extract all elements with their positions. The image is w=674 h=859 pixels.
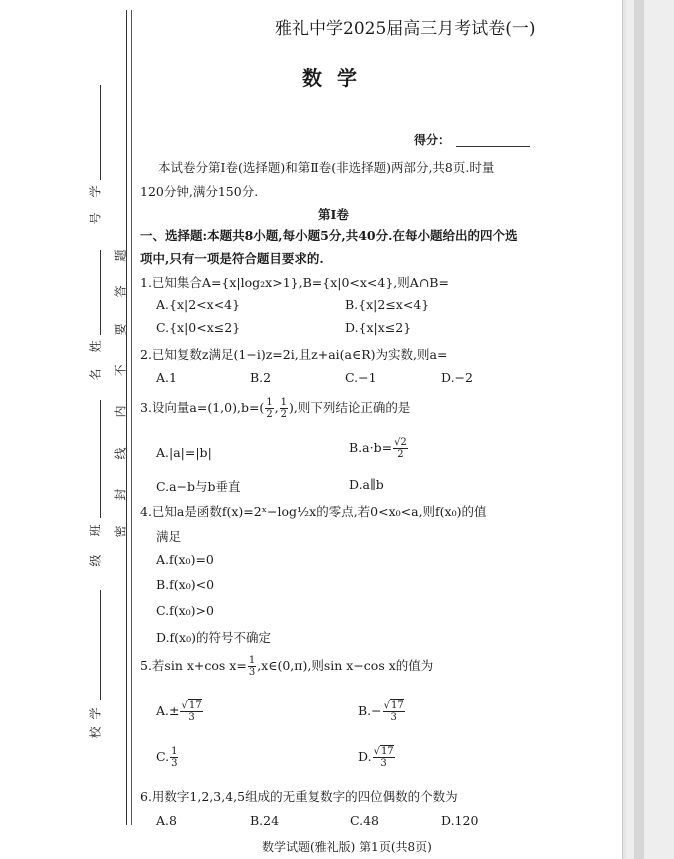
class-blank (100, 400, 101, 518)
section-line-2: 项中,只有一项是符合题目要求的. (140, 251, 324, 266)
q3-option-b-num: √2 (394, 437, 407, 448)
q3-option-d: D.a∥b (349, 477, 384, 492)
q1-option-b: B.{x|2≤x<4} (345, 297, 430, 312)
seal-char-8: 密 (113, 525, 128, 538)
q5-option-c-den: 3 (171, 758, 178, 769)
q5-stem-post: ,x∈(0,π),则sin x−cos x的值为 (257, 658, 434, 673)
intro-line-1: 本试卷分第Ⅰ卷(选择题)和第Ⅱ卷(非选择题)两部分,共8页.时量 (158, 160, 495, 175)
q5-option-a-radicand: 17 (188, 700, 202, 711)
q5-option-d-radicand: 17 (380, 746, 394, 757)
score-label: 得分： (414, 133, 451, 147)
student-id-blank (100, 85, 101, 180)
q3-frac-2 (280, 397, 288, 420)
q4-stem: 4.已知a是函数f(x)=2ˣ−log½x的零点,若0<x₀<a,则f(x₀)的值 (140, 504, 487, 519)
q5-option-a-frac (180, 700, 202, 723)
q2-option-a: A.1 (156, 370, 177, 385)
scrollbar-thumb[interactable] (634, 0, 644, 859)
q5-option-d (358, 746, 396, 769)
q6-option-d: D.120 (441, 813, 479, 828)
volume-title: 第Ⅰ卷 (318, 207, 349, 222)
q5-option-d-pre: D. (358, 749, 372, 764)
q3-frac-1 (265, 397, 273, 420)
q5-option-a (156, 700, 204, 723)
q3-option-b-frac (393, 437, 408, 460)
subject-title: 数 学 (302, 66, 361, 90)
q1-stem: 1.已知集合A={x|log₂x>1},B={x|0<x<4},则A∩B= (140, 275, 449, 290)
q5-option-c-frac (170, 746, 178, 769)
seal-char-6: 线 (113, 447, 128, 460)
q5-option-b (358, 700, 406, 723)
q3-frac-2-den: 2 (280, 409, 288, 420)
q5-option-d-num: √17 (373, 746, 394, 757)
q5-option-c-pre: C. (156, 749, 170, 764)
q6-option-a: A.8 (156, 813, 177, 828)
q2-stem: 2.已知复数z满足(1−i)z=2i,且z+ai(a∈R)为实数,则a= (140, 347, 448, 362)
seal-char-3: 要 (113, 323, 128, 336)
q5-option-b-frac (383, 700, 405, 723)
student-id-label-char2: 号 (88, 212, 103, 225)
q5-stem-pre: 5.若sin x+cos x= (140, 658, 247, 673)
class-label-char2: 级 (88, 554, 103, 567)
seal-char-1: 题 (113, 249, 128, 262)
q5-stem (140, 655, 433, 678)
school-label-char2: 校 (88, 726, 103, 739)
seal-char-4: 不 (113, 364, 128, 377)
name-label-char2: 名 (88, 368, 103, 381)
section-line-1: 一、选择题:本题共8小题,每小题5分,共40分.在每小题给出的四个选 (140, 228, 518, 243)
school-blank (100, 590, 101, 700)
score-blank (456, 146, 530, 147)
name-blank (100, 250, 101, 335)
seal-char-5: 内 (113, 405, 128, 418)
name-label-char1: 姓 (88, 340, 103, 353)
q3-stem-post: ),则下列结论正确的是 (289, 400, 411, 415)
q3-option-b-pre: B.a·b= (349, 440, 393, 455)
q3-frac-1-den: 2 (266, 409, 273, 420)
seal-char-2: 答 (113, 285, 128, 298)
student-id-label-char1: 学 (88, 185, 103, 198)
q4-option-d: D.f(x₀)的符号不确定 (156, 630, 271, 645)
q6-stem: 6.用数字1,2,3,4,5组成的无重复数字的四位偶数的个数为 (140, 789, 458, 804)
q3-option-b (349, 437, 409, 460)
exam-header: 雅礼中学2025届高三月考试卷(一) (275, 19, 536, 39)
q5-option-d-den: 3 (380, 758, 387, 769)
q5-option-a-num: √17 (181, 700, 202, 711)
school-label-char1: 学 (88, 707, 103, 720)
q3-stem-pre: 3.设向量a=(1,0),b=( (140, 400, 265, 415)
q6-option-c: C.48 (350, 813, 379, 828)
q5-option-b-num: √17 (383, 700, 404, 711)
q5-option-b-radicand: 17 (391, 700, 404, 711)
q2-option-b: B.2 (250, 370, 272, 385)
q5-option-d-frac (373, 746, 395, 769)
q3-option-c: C.a−b与b垂直 (156, 479, 241, 494)
q5-option-b-den: 3 (390, 712, 397, 723)
q5-option-c-num: 1 (171, 746, 178, 757)
q1-option-d: D.{x|x≤2} (345, 320, 412, 335)
q3-stem: 3.设向量a=(1,0),b=( $\frac{1}{2}$ , $\frac{1}{2}$ ),则下列结论正确的是 (140, 397, 411, 420)
q3-option-a: A.|a|=|b| (156, 445, 212, 460)
q5-option-c (156, 746, 179, 769)
binding-line-inner (131, 10, 132, 825)
intro-line-2: 120分钟,满分150分. (140, 184, 259, 199)
q4-option-c: C.f(x₀)>0 (156, 603, 214, 618)
q4-option-a: A.f(x₀)=0 (156, 552, 214, 567)
q2-option-d: D.−2 (441, 370, 473, 385)
class-label-char1: 班 (88, 524, 103, 537)
q5-stem-frac-den: 3 (248, 667, 256, 678)
page-footer: 数学试题(雅礼版) 第1页(共8页) (262, 840, 432, 854)
q1-option-c: C.{x|0<x≤2} (156, 320, 241, 335)
q6-option-b: B.24 (250, 813, 280, 828)
q5-stem-frac-num: 1 (248, 655, 256, 666)
q5-option-a-pre: A.± (156, 703, 180, 718)
q1-option-a: A.{x|2<x<4} (156, 297, 241, 312)
q5-option-b-pre: B.− (358, 703, 382, 718)
q4-stem-2: 满足 (156, 529, 182, 544)
q4-option-b: B.f(x₀)<0 (156, 577, 215, 592)
q5-stem-frac (248, 655, 256, 678)
q3-frac-2-num: 1 (280, 397, 288, 408)
seal-char-7: 封 (113, 488, 128, 501)
q2-option-c: C.−1 (345, 370, 377, 385)
q3-option-b-den: 2 (397, 449, 404, 460)
q5-option-a-den: 3 (188, 712, 195, 723)
q3-frac-1-num: 1 (266, 397, 273, 408)
